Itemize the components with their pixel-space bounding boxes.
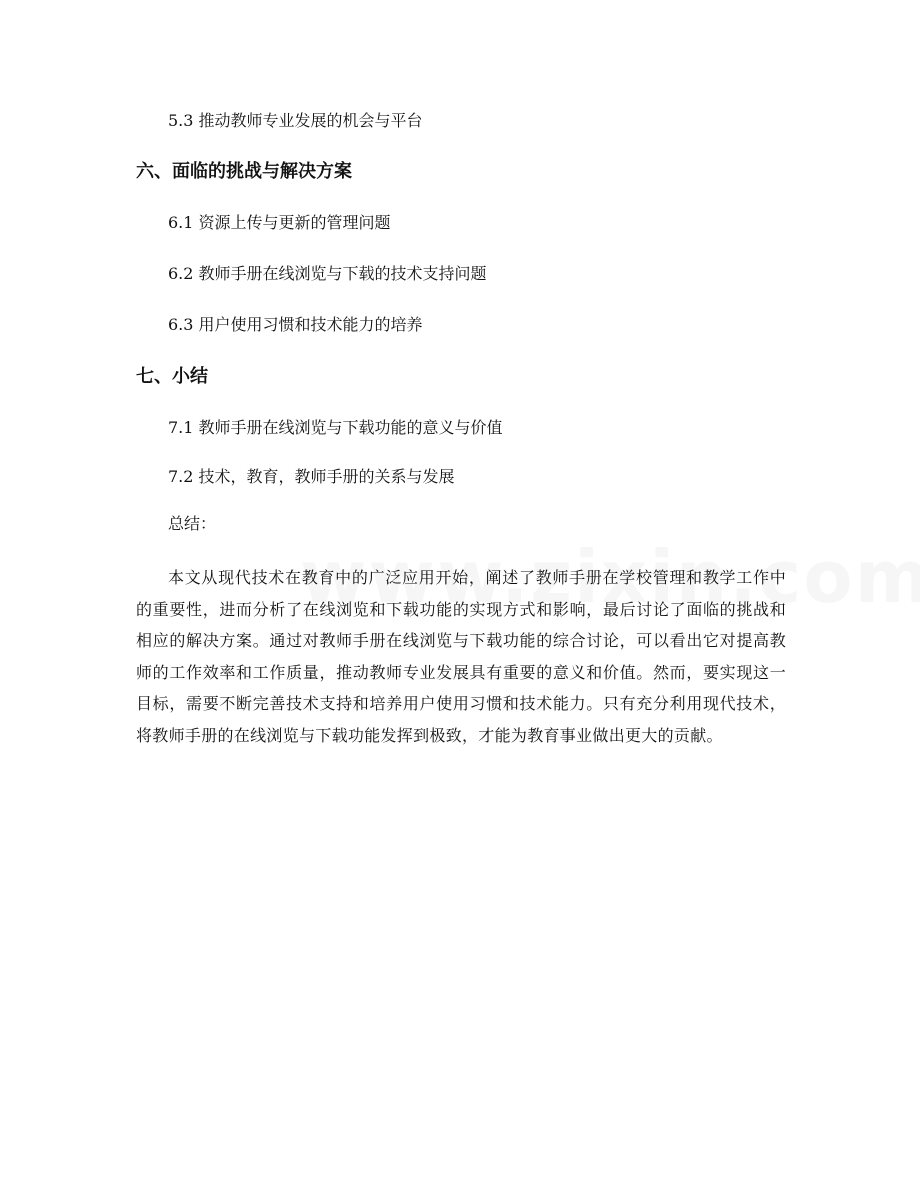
section-6-2: 6.2 教师手册在线浏览与下载的技术支持问题 [168, 264, 487, 283]
heading-chapter-6: 六、面临的挑战与解决方案 [136, 161, 352, 182]
section-7-2: 7.2 技术，教育，教师手册的关系与发展 [168, 467, 455, 486]
summary-label: 总结： [168, 514, 217, 533]
section-6-1: 6.1 资源上传与更新的管理问题 [168, 213, 391, 232]
section-6-3: 6.3 用户使用习惯和技术能力的培养 [168, 315, 423, 334]
section-5-3: 5.3 推动教师专业发展的机会与平台 [168, 111, 423, 130]
summary-paragraph: 本文从现代技术在教育中的广泛应用开始，阐述了教师手册在学校管理和教学工作中的重要性，进而分析了在线浏览和下载功能的实现方式和影响，最后讨论了面临的挑战和相应的解决方案。通过对教师手册在线浏览与下载功能的综合讨论，可以看出它对提高教师的工作效率和工作质量，推动教师专业发展具有重要的意义和价值。然而，要实现这一目标，需要不断完善技术支持和培养用户使用习惯和技术能力。只有充分利用现代技术，将教师手册的在线浏览与下载功能发挥到极致，才能为教育事业做出更大的贡献。 [136, 568, 786, 745]
section-7-1: 7.1 教师手册在线浏览与下载功能的意义与价值 [168, 418, 503, 437]
heading-chapter-7: 七、小结 [136, 366, 208, 387]
